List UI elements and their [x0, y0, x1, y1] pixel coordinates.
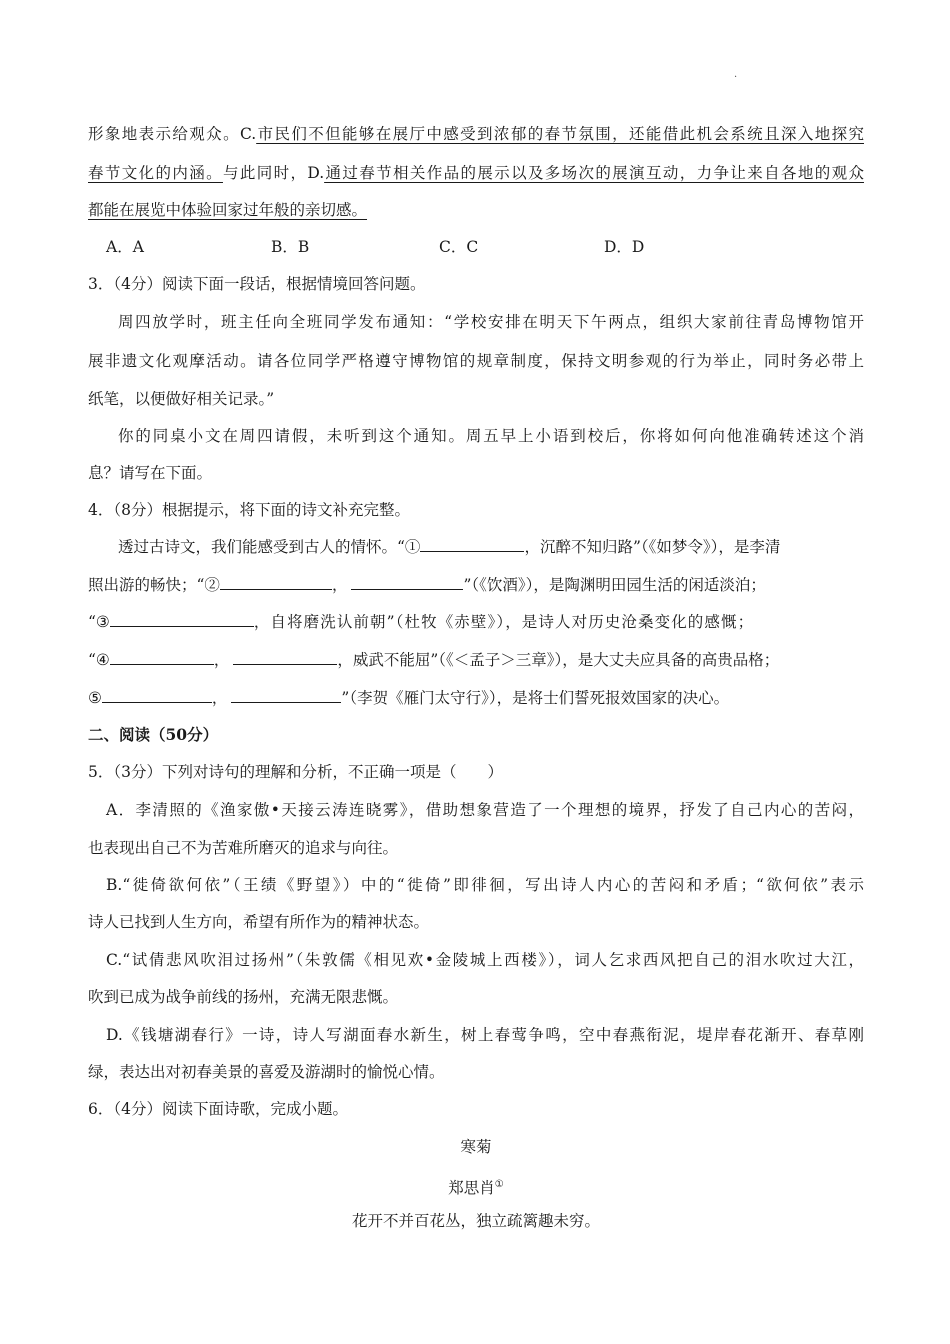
q4-text: ，威武不能屈”（《＜孟子＞三章》），是大丈夫应具备的高贵品格； [337, 651, 780, 669]
q2-option-a[interactable]: A．A [106, 238, 144, 256]
q4-line-3 [88, 612, 864, 632]
q4-line-5 [88, 688, 864, 708]
q4-line-4 [88, 650, 864, 670]
q3-paragraph-1-line-3: 纸笔，以便做好相关记录。” [88, 390, 275, 408]
q2-option-c-sentence-end: 春节文化的内涵。 [88, 164, 223, 182]
q4-blank-2b[interactable] [351, 575, 463, 590]
q2-line-2 [88, 163, 864, 183]
q4-text: “④ [88, 651, 110, 669]
poem-author-name: 郑思肖 [448, 1179, 495, 1198]
q5-option-c-line-2: 吹到已成为战争前线的扬州，充满无限悲慨。 [88, 988, 399, 1006]
q4-text: ⑤ [88, 689, 102, 707]
q3-stem: 3．（4分）阅读下面一段话，根据情境回答问题。 [88, 275, 426, 293]
q4-line-1 [118, 537, 894, 557]
q3-paragraph-2-line-1: 你的同桌小文在周四请假，未听到这个通知。周五早上小语到校后，你将如何向他准确转述这个消 [118, 427, 864, 445]
q4-blank-4a[interactable] [110, 650, 214, 665]
q4-blank-4b[interactable] [233, 650, 337, 665]
q2-option-c[interactable]: C．C [439, 238, 479, 256]
q2-text: 形象地表示给观众。C. [88, 125, 257, 143]
q2-options [106, 237, 882, 257]
q2-option-b[interactable]: B．B [271, 238, 310, 256]
q5-option-a-line-1[interactable]: A．李清照的《渔家傲•天接云涛连晓雾》，借助想象营造了一个理想的境界，抒发了自己内心的苦闷， [106, 801, 864, 819]
poem-line-1: 花开不并百花丛，独立疏篱趣未穷。 [351, 1212, 600, 1230]
q5-option-b-line-2: 诗人已找到人生方向，希望有所作为的精神状态。 [88, 913, 430, 931]
q2-option-d-sentence: 通过春节相关作品的展示以及多场次的展演互动，力争让来自各地的观众 [324, 164, 864, 182]
q4-blank-5b[interactable] [231, 688, 341, 703]
q4-text: ，沉醉不知归路”（《如梦令》），是李清 [524, 538, 781, 556]
q3-paragraph-1-line-2: 展非遗文化观摩活动。请各位同学严格遵守博物馆的规章制度，保持文明参观的行为举止，同时务必带上 [88, 352, 864, 370]
q4-blank-3[interactable] [110, 612, 254, 627]
q2-option-d-sentence-end: 都能在展览中体验回家过年般的亲切感。 [88, 201, 368, 219]
poem-author [88, 1175, 864, 1198]
q5-option-d-line-1[interactable]: D.《钱塘湖春行》一诗，诗人写湖面春水新生，树上春莺争鸣，空中春燕衔泥，堤岸春花渐开、春草刚 [106, 1026, 864, 1044]
q4-blank-1[interactable] [420, 537, 524, 552]
q5-option-d-line-2: 绿，表达出对初春美景的喜爱及游湖时的愉悦心情。 [88, 1063, 445, 1081]
q2-text: 与此同时，D. [222, 164, 325, 182]
q5-stem: 5．（3分）下列对诗句的理解和分析，不正确一项是（ ） [88, 763, 503, 781]
q4-stem: 4．（8分）根据提示，将下面的诗文补充完整。 [88, 501, 410, 519]
q4-text: 透过古诗文，我们能感受到古人的情怀。“① [118, 538, 421, 556]
q5-option-c-line-1[interactable]: C.“试倩悲风吹泪过扬州”（朱敦儒《相见欢•金陵城上西楼》），词人乞求西风把自己的泪水吹过大江， [106, 951, 864, 969]
q2-line-1 [88, 124, 864, 144]
q2-option-c-sentence: 市民们不但能够在展厅中感受到浓郁的春节氛围，还能借此机会系统且深入地探究 [256, 125, 864, 143]
q2-line-3 [88, 200, 864, 220]
q4-line-2 [88, 575, 864, 595]
poem-title: 寒菊 [460, 1138, 492, 1156]
q4-text: ”（李贺《雁门太守行》），是将士们誓死报效国家的决心。 [341, 689, 730, 707]
q4-text: ， [331, 576, 348, 594]
q2-option-d[interactable]: D．D [604, 238, 645, 256]
q3-paragraph-2-line-2: 息？请写在下面。 [88, 464, 213, 482]
q4-text: ，自将磨洗认前朝”（杜牧《赤壁》），是诗人对历史沧桑变化的感慨； [253, 613, 755, 631]
footnote-marker[interactable]: ① [494, 1179, 504, 1190]
q4-text: ”（《饮酒》），是陶渊明田园生活的闲适淡泊； [463, 576, 766, 594]
q4-text: 照出游的畅快；“② [88, 576, 220, 594]
section-heading: 二、阅读（50分） [88, 725, 219, 744]
q4-blank-5a[interactable] [102, 688, 212, 703]
q4-text: “③ [88, 613, 110, 631]
page-dot: · [734, 72, 738, 83]
q5-option-b-line-1[interactable]: B.“徙倚欲何依”（王绩《野望》）中的“徙倚”即徘徊，写出诗人内心的苦闷和矛盾；“欲何依”表示 [106, 876, 864, 894]
q3-paragraph-1-line-1: 周四放学时，班主任向全班同学发布通知：“学校安排在明天下午两点，组织大家前往青岛博物馆开 [118, 313, 864, 331]
q4-text: ， [213, 651, 230, 669]
q5-option-a-line-2: 也表现出自己不为苦难所磨灭的追求与向往。 [88, 839, 399, 857]
q4-text: ， [211, 689, 228, 707]
q6-stem: 6．（4分）阅读下面诗歌，完成小题。 [88, 1100, 348, 1118]
q4-blank-2a[interactable] [220, 575, 332, 590]
